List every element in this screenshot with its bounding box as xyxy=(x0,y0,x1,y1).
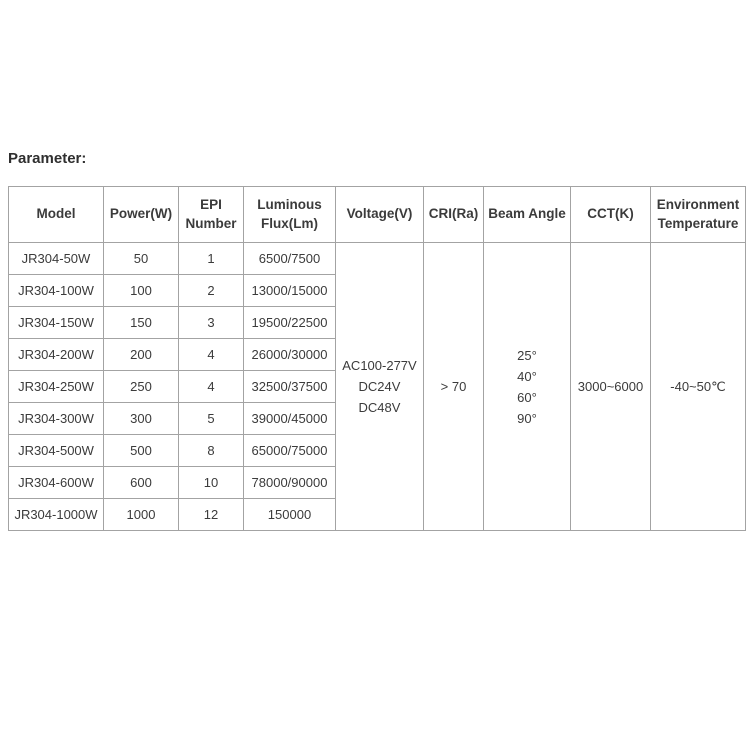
cell-flux: 78000/90000 xyxy=(244,467,336,499)
beam-angle-line: 60° xyxy=(517,389,537,405)
cell-model: JR304-250W xyxy=(9,371,104,403)
parameter-table xyxy=(8,186,746,531)
cell-epi: 2 xyxy=(179,275,244,307)
header-row xyxy=(9,187,746,243)
beam-angle-line: 40° xyxy=(517,368,537,384)
cell-epi: 5 xyxy=(179,403,244,435)
cell-model: JR304-100W xyxy=(9,275,104,307)
cell-power: 250 xyxy=(104,371,179,403)
cell-flux: 26000/30000 xyxy=(244,339,336,371)
cell-flux: 19500/22500 xyxy=(244,307,336,339)
cell-power: 50 xyxy=(104,243,179,275)
cell-power: 600 xyxy=(104,467,179,499)
cell-voltage-merged xyxy=(336,243,424,531)
cell-flux: 32500/37500 xyxy=(244,371,336,403)
cell-model: JR304-300W xyxy=(9,403,104,435)
cell-epi: 12 xyxy=(179,499,244,531)
cell-cct-merged: 3000~6000 xyxy=(571,243,651,531)
table-row xyxy=(9,243,746,275)
cell-epi: 4 xyxy=(179,339,244,371)
cell-env-temp-merged: -40~50℃ xyxy=(651,243,746,531)
column-header-power: Power(W) xyxy=(104,187,179,243)
column-header-cri: CRI(Ra) xyxy=(424,187,484,243)
column-header-beam-angle: Beam Angle xyxy=(484,187,571,243)
cell-model: JR304-150W xyxy=(9,307,104,339)
cell-model: JR304-500W xyxy=(9,435,104,467)
column-header-epi-number: EPI Number xyxy=(179,187,244,243)
beam-angle-line: 90° xyxy=(517,410,537,426)
voltage-line: DC24V xyxy=(358,379,401,394)
cell-power: 300 xyxy=(104,403,179,435)
cell-flux: 39000/45000 xyxy=(244,403,336,435)
cell-cri-merged: > 70 xyxy=(424,243,484,531)
cell-model: JR304-600W xyxy=(9,467,104,499)
column-header-environment-temperature: Environment Temperature xyxy=(651,187,746,243)
page-title: Parameter: xyxy=(8,150,87,167)
beam-angle-line: 25° xyxy=(517,347,537,363)
cell-power: 500 xyxy=(104,435,179,467)
cell-flux: 13000/15000 xyxy=(244,275,336,307)
column-header-model: Model xyxy=(9,187,104,243)
cell-flux: 6500/7500 xyxy=(244,243,336,275)
cell-flux: 65000/75000 xyxy=(244,435,336,467)
cell-epi: 8 xyxy=(179,435,244,467)
cell-epi: 10 xyxy=(179,467,244,499)
cell-power: 100 xyxy=(104,275,179,307)
voltage-line: DC48V xyxy=(358,400,401,415)
cell-power: 150 xyxy=(104,307,179,339)
cell-model: JR304-1000W xyxy=(9,499,104,531)
cell-flux: 150000 xyxy=(244,499,336,531)
cell-model: JR304-50W xyxy=(9,243,104,275)
column-header-voltage: Voltage(V) xyxy=(336,187,424,243)
cell-beam-angle-merged xyxy=(484,243,571,531)
cell-model: JR304-200W xyxy=(9,339,104,371)
voltage-line: AC100-277V xyxy=(342,358,417,373)
cell-epi: 4 xyxy=(179,371,244,403)
cell-power: 1000 xyxy=(104,499,179,531)
cell-power: 200 xyxy=(104,339,179,371)
cell-epi: 3 xyxy=(179,307,244,339)
column-header-luminous-flux: Luminous Flux(Lm) xyxy=(244,187,336,243)
cell-epi: 1 xyxy=(179,243,244,275)
column-header-cct: CCT(K) xyxy=(571,187,651,243)
